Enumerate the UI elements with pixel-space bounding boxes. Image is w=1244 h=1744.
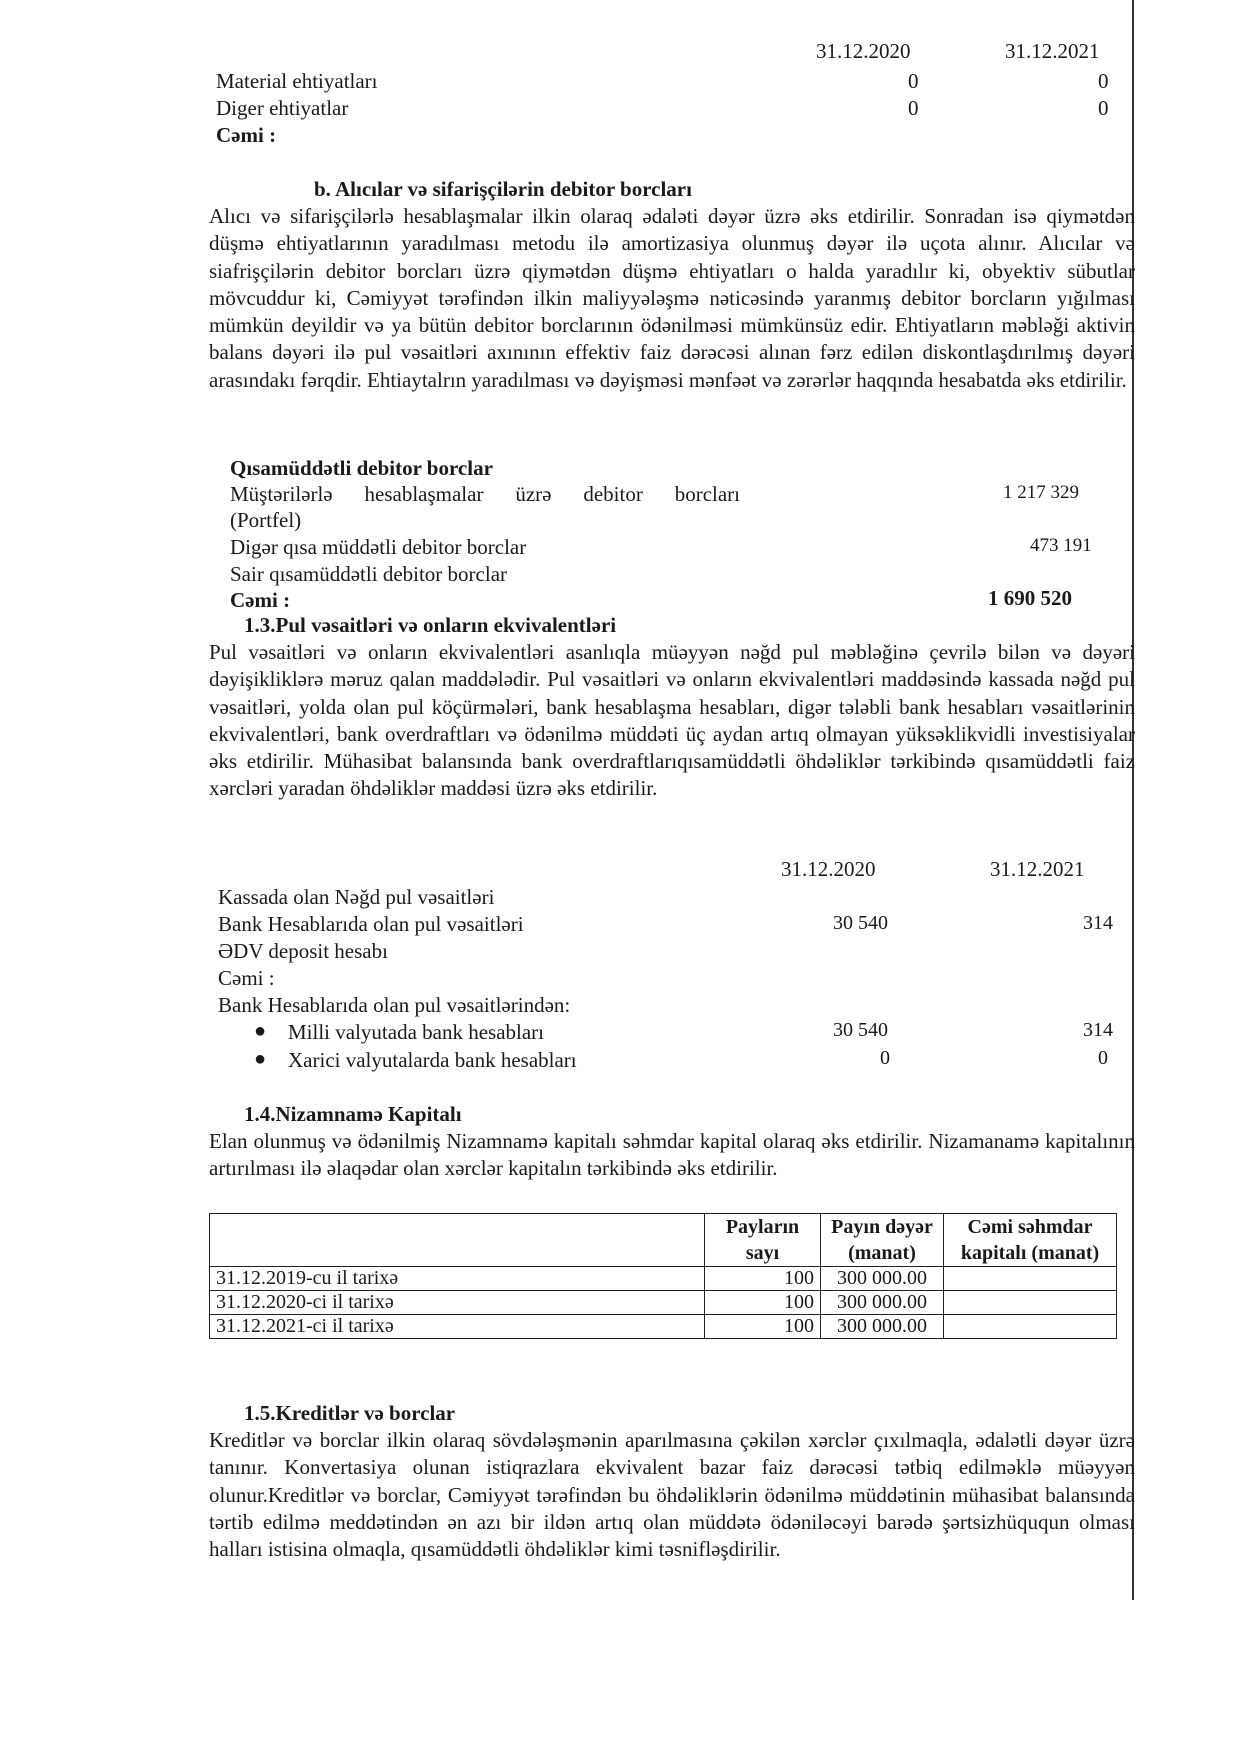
- cash-date-2020: 31.12.2020: [781, 857, 876, 881]
- short-term-row2-value: 473 191: [1030, 535, 1092, 556]
- cash-bullet-2020: 0: [880, 1047, 890, 1069]
- reserves-row-2021: 0: [1098, 96, 1109, 120]
- reserves-row-label: Material ehtiyatları: [216, 69, 378, 93]
- capital-row-total: [944, 1315, 1117, 1339]
- capital-header-total: Cəmi səhmdar kapitalı (manat): [944, 1214, 1117, 1267]
- section-b-heading: b. Alıcılar və sifarişçilərin debitor borcları: [314, 177, 692, 201]
- section-b-paragraph: Alıcı və sifarişçilərlə hesablaşmalar ilkin olaraq ədaləti dəyər üzrə əks etdirilir. Sonradan isə qiymətdən düşmə ehtiyatlarının yaradılması metodu ilə amortizasiya olunmuş dəyər ilə uçota alınır. Alıcılar və siafrişçilərin debitor borcları üzrə qiymətdən düşmə ehtiyatları o halda yaradılır ki, obyektiv sübutlar mövcuddur ki, Cəmiyyət tərəfindən ilkin maliyyələşmə nəticəsində yaranmış debitor borcların yığılması mümkün deyildir və ya bütün debitor borclarının ödənilməsi mümkünsüz edir. Ehtiyatların məbləği aktivin balans dəyəri ilə pul vəsaitləri axınının effektiv faiz dərəcəsi alınan fərz edilən diskontlaşdırılmış dəyəri arasındakı fərqdir. Ehtiaytalrın yaradılması və dəyişməsi mənfəət və zərərlər haqqında hesabatda əks etdirilir.: [209, 204, 1135, 392]
- cash-row-label: Bank Hesablarıda olan pul vəsaitləri: [218, 912, 524, 936]
- cash-date-2021: 31.12.2021: [990, 857, 1085, 881]
- capital-table-header-row: [210, 1214, 1117, 1267]
- short-term-row3-label: Sair qısamüddətli debitor borclar: [230, 562, 508, 586]
- capital-row-value: 300 000.00: [821, 1267, 944, 1291]
- section-1-5-paragraph: Kreditlər və borclar ilkin olaraq sövdələşmənin aparılmasına çəkilən xərclər çıxılmaqla, ədalətli dəyər üzrə tanınır. Konvertasiya olunan istiqrazlara ekvivalent bazar faiz dərəcəsi tətbiq edilməklə müəyyən olunur.Kreditlər və borclar, Cəmiyyət tərəfindən bu öhdəliklərin ödənilmə müddətinin mühasibat balansında tərtib edilmə meddətindən ən azı bir ildən artıq olan müddətə ödəniləcəyi barədə şərtsizhüququn olması halları istisina olmaqla, qısamüddətli öhdəliklər kimi təsnifləşdirilir.: [209, 1428, 1135, 1562]
- cash-bullet-2020: 30 540: [833, 1019, 888, 1041]
- capital-row-total: [944, 1291, 1117, 1315]
- cash-bullet-label: Xarici valyutalarda bank hesabları: [288, 1048, 577, 1072]
- short-term-row1-value: 1 217 329: [1003, 482, 1079, 503]
- capital-row-count: 100: [705, 1267, 821, 1291]
- short-term-total-value: 1 690 520: [988, 586, 1072, 610]
- reserves-row-label: Diger ehtiyatlar: [216, 96, 349, 120]
- capital-row-value: 300 000.00: [821, 1315, 944, 1339]
- capital-row-count: 100: [705, 1315, 821, 1339]
- capital-row-total: [944, 1267, 1117, 1291]
- section-1-3-heading: 1.3.Pul vəsaitləri və onların ekvivalentləri: [244, 613, 617, 637]
- bullet-icon: ●: [254, 1048, 267, 1070]
- capital-row-date: 31.12.2019-cu il tarixə: [210, 1267, 705, 1291]
- cash-bullet-label: Milli valyutada bank hesabları: [288, 1020, 545, 1044]
- section-1-5-heading: 1.5.Kreditlər və borclar: [244, 1401, 456, 1425]
- reserves-date-2020: 31.12.2020: [816, 39, 911, 63]
- capital-table: [209, 1213, 1117, 1339]
- reserves-total-label: Cəmi :: [216, 123, 277, 147]
- capital-row-value: 300 000.00: [821, 1291, 944, 1315]
- cash-row-label: ƏDV deposit hesabı: [218, 939, 388, 963]
- cash-bullet-2021: 0: [1098, 1047, 1108, 1069]
- capital-header-blank: [210, 1214, 705, 1267]
- cash-breakdown-label: Bank Hesablarıda olan pul vəsaitlərindən:: [218, 993, 571, 1017]
- cash-row-2020: 30 540: [833, 912, 888, 934]
- section-1-4-paragraph: Elan olunmuş və ödənilmiş Nizamnamə kapitalı səhmdar kapital olaraq əks etdirilir. Nizamanamə kapitalının artırılması ilə əlaqədar olan xərclər kapitalın tərkibində əks etdirilir.: [209, 1129, 1135, 1181]
- capital-row-date: 31.12.2021-ci il tarixə: [210, 1315, 705, 1339]
- capital-row-count: 100: [705, 1291, 821, 1315]
- section-1-4-heading: 1.4.Nizamnamə Kapitalı: [244, 1102, 462, 1126]
- table-row: [210, 1267, 1117, 1291]
- short-term-row2-label: Digər qısa müddətli debitor borclar: [230, 535, 527, 559]
- short-term-total-label: Cəmi :: [230, 588, 291, 612]
- short-term-heading: Qısamüddətli debitor borclar: [230, 456, 493, 480]
- bullet-icon: ●: [254, 1020, 267, 1042]
- cash-bullet-2021: 314: [1083, 1019, 1113, 1041]
- table-row: [210, 1291, 1117, 1315]
- capital-header-value: Payın dəyər (manat): [821, 1214, 944, 1267]
- capital-row-date: 31.12.2020-ci il tarixə: [210, 1291, 705, 1315]
- short-term-row1-label: Müştərilərlə hesablaşmalar üzrə debitor borcları: [230, 482, 740, 506]
- cash-row-label: Kassada olan Nəğd pul vəsaitləri: [218, 885, 495, 909]
- capital-header-count: Payların sayı: [705, 1214, 821, 1267]
- cash-total-label: Cəmi :: [218, 966, 275, 990]
- reserves-row-2020: 0: [908, 69, 919, 93]
- reserves-date-2021: 31.12.2021: [1005, 39, 1100, 63]
- reserves-row-2020: 0: [908, 96, 919, 120]
- section-1-3-paragraph: Pul vəsaitləri və onların ekvivalentləri asanlıqla müəyyən nəğd pul məbləğinə çevrilə bilən və dəyəri dəyişikliklərə məruz qalan maddələdir. Pul vəsaitləri və onların ekvivalentləri maddəsində kassada nəğd pul vəsaitləri, yolda olan pul köçürmələri, bank hesablaşma hesabları, digər tələbli bank hesabları vəsaitlərinin ekvivalentləri, bank overdraftları və ödənilmə müddəti üç aydan artıq olmayan yüksəklikvidli investisiyalar əks etdirilir. Mühasibat balansında bank overdraftlarıqısamüddətli öhdəliklər tərkibində qısamüddətli faiz xərcləri yaradan öhdəliklər maddəsi üzrə əks etdirilir.: [209, 640, 1135, 801]
- table-row: [210, 1315, 1117, 1339]
- reserves-row-2021: 0: [1098, 69, 1109, 93]
- short-term-row1-label-cont: (Portfel): [230, 508, 302, 532]
- cash-row-2021: 314: [1083, 912, 1113, 934]
